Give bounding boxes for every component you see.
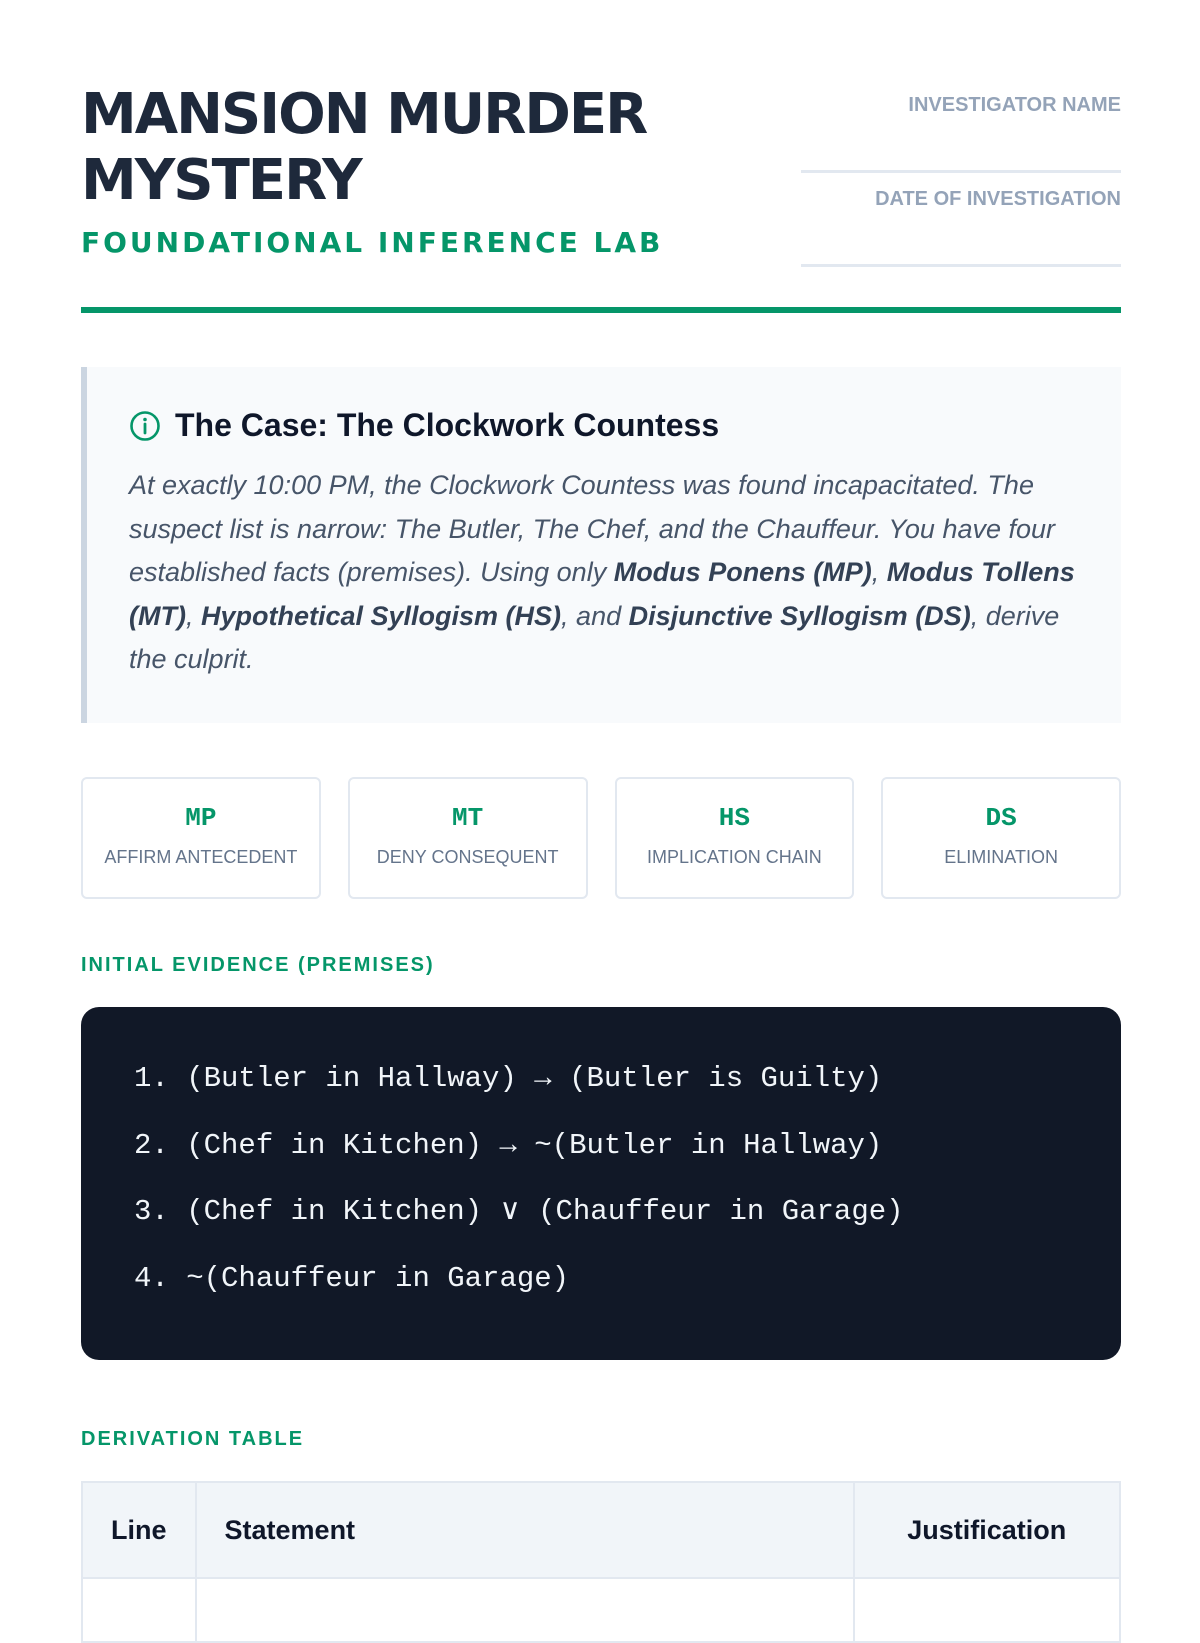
rule-description: DENY CONSEQUENT: [376, 847, 559, 867]
case-text: At exactly 10:00 PM, the Clockwork Countess was found incapacitated. The suspect list is narrow: The Butler, The Chef, and the Chauffeur. You have four established facts (premises). Using only: [129, 470, 1056, 587]
case-description: [129, 464, 1085, 682]
rule-description: AFFIRM ANTECEDENT: [104, 847, 298, 867]
worksheet-header: [81, 0, 1121, 314]
inference-rule-cards: [81, 777, 1121, 899]
rule-description: ELIMINATION: [944, 847, 1058, 867]
rule-code: MT: [452, 803, 484, 833]
case-text: ,: [871, 557, 887, 587]
rule-name-ds: Disjunctive Syllogism (DS): [628, 600, 971, 631]
investigator-name-field[interactable]: [801, 92, 1121, 186]
investigator-name-line: [801, 170, 1121, 173]
column-header-justification: Justification: [854, 1482, 1120, 1578]
premise-line: 1. (Butler in Hallway) → (Butler is Guilty): [134, 1062, 883, 1095]
worksheet-page: [81, 0, 1121, 1545]
header-divider: [81, 307, 1121, 313]
case-title: The Case: The Clockwork Countess: [175, 407, 720, 443]
derivation-section-label: DERIVATION TABLE: [81, 1428, 305, 1450]
table-cell-justification[interactable]: [854, 1578, 1120, 1642]
page-title: MANSION MURDER MYSTERY: [81, 82, 647, 213]
case-heading: [129, 407, 1085, 444]
table-row: [82, 1578, 1120, 1642]
column-header-statement: Statement: [196, 1482, 854, 1578]
rule-description: IMPLICATION CHAIN: [647, 847, 822, 867]
rule-name-mp: Modus Ponens (MP): [613, 557, 872, 587]
case-callout: [81, 367, 1121, 723]
investigation-date-field[interactable]: [801, 186, 1121, 280]
case-text: , and: [561, 600, 629, 631]
premise-line: 4. ~(Chauffeur in Garage): [134, 1261, 570, 1295]
premises-code-block: [81, 1007, 1121, 1360]
rule-code: DS: [985, 803, 1017, 833]
investigation-date-label: DATE OF INVESTIGATION: [875, 188, 1121, 210]
premise-line: 3. (Chef in Kitchen) ∨ (Chauffeur in Garage): [134, 1195, 904, 1228]
table-cell-statement[interactable]: [196, 1578, 854, 1642]
case-text: ,: [185, 600, 201, 631]
rule-card-ds: [881, 777, 1121, 899]
investigator-meta: [801, 92, 1121, 280]
derivation-table: [81, 1481, 1121, 1643]
premises-section-label: INITIAL EVIDENCE (PREMISES): [81, 954, 435, 976]
column-header-line: Line: [82, 1482, 196, 1578]
case-text: , derive the culprit.: [129, 600, 1060, 674]
premise-line: 2. (Chef in Kitchen) → ~(Butler in Hallway): [134, 1128, 883, 1162]
page-subtitle: FOUNDATIONAL INFERENCE LAB: [81, 226, 664, 259]
rule-code: HS: [718, 803, 750, 833]
rule-name-hs: Hypothetical Syllogism (HS): [200, 600, 562, 631]
table-header-row: [82, 1482, 1120, 1578]
rule-card-mt: [348, 777, 588, 899]
rule-code: MP: [185, 803, 217, 833]
table-cell-line[interactable]: [82, 1578, 196, 1642]
investigation-date-line: [801, 264, 1121, 267]
info-icon: [129, 410, 161, 442]
rule-name-mt: Modus Tollens (MT): [129, 557, 1075, 631]
rule-card-mp: [81, 777, 321, 899]
rule-card-hs: [615, 777, 855, 899]
investigator-name-label: INVESTIGATOR NAME: [908, 94, 1121, 116]
